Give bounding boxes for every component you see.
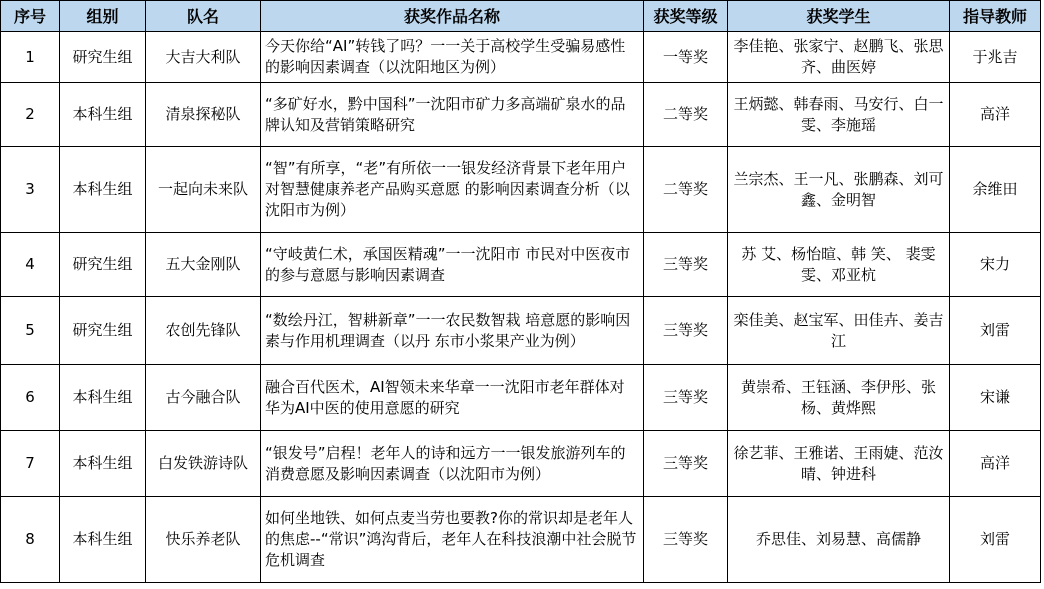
cell-no: 7 [1, 431, 60, 497]
cell-no: 8 [1, 497, 60, 583]
header-group: 组别 [60, 1, 146, 32]
table-row [1, 365, 1041, 431]
cell-team: 清泉探秘队 [146, 83, 261, 147]
cell-group: 本科生组 [60, 431, 146, 497]
cell-group: 本科生组 [60, 365, 146, 431]
cell-title: “数绘丹江，智耕新章”一一农民数智栽 培意愿的影响因素与作用机理调查（以丹 东市小浆果产业为例） [261, 297, 644, 365]
cell-level: 三等奖 [644, 233, 728, 297]
cell-team: 白发铁游诗队 [146, 431, 261, 497]
cell-group: 研究生组 [60, 32, 146, 83]
cell-advisor: 刘雷 [950, 497, 1041, 583]
cell-advisor: 宋力 [950, 233, 1041, 297]
cell-advisor: 余维田 [950, 147, 1041, 233]
cell-team: 农创先锋队 [146, 297, 261, 365]
cell-level: 三等奖 [644, 297, 728, 365]
table-row [1, 497, 1041, 583]
cell-group: 研究生组 [60, 233, 146, 297]
cell-level: 三等奖 [644, 431, 728, 497]
cell-students: 徐艺菲、王雅诺、王雨婕、范汝晴、钟进科 [728, 431, 950, 497]
header-advisor: 指导教师 [950, 1, 1041, 32]
cell-advisor: 刘雷 [950, 297, 1041, 365]
header-title: 获奖作品名称 [261, 1, 644, 32]
cell-advisor: 高洋 [950, 431, 1041, 497]
cell-team: 快乐养老队 [146, 497, 261, 583]
cell-level: 一等奖 [644, 32, 728, 83]
header-level: 获奖等级 [644, 1, 728, 32]
cell-students: 兰宗杰、王一凡、张鹏森、刘可鑫、金明智 [728, 147, 950, 233]
cell-team: 一起向未来队 [146, 147, 261, 233]
cell-students: 栾佳美、赵宝军、田佳卉、姜吉江 [728, 297, 950, 365]
cell-group: 本科生组 [60, 83, 146, 147]
header-team: 队名 [146, 1, 261, 32]
cell-level: 三等奖 [644, 365, 728, 431]
header-students: 获奖学生 [728, 1, 950, 32]
cell-level: 三等奖 [644, 497, 728, 583]
table-row [1, 83, 1041, 147]
cell-team: 大吉大利队 [146, 32, 261, 83]
cell-no: 1 [1, 32, 60, 83]
cell-title: 如何坐地铁、如何点麦当劳也要教?你的常识却是老年人的焦虑--“常识”鸿沟背后，老年人在科技浪潮中社会脱节危机调查 [261, 497, 644, 583]
cell-advisor: 于兆吉 [950, 32, 1041, 83]
cell-level: 二等奖 [644, 147, 728, 233]
cell-group: 本科生组 [60, 147, 146, 233]
table-row [1, 431, 1041, 497]
header-no: 序号 [1, 1, 60, 32]
cell-students: 乔思佳、刘易慧、高儒静 [728, 497, 950, 583]
cell-no: 6 [1, 365, 60, 431]
cell-no: 2 [1, 83, 60, 147]
cell-title: 融合百代医术，AI智领未来华章一一沈阳市老年群体对华为AI中医的使用意愿的研究 [261, 365, 644, 431]
cell-no: 4 [1, 233, 60, 297]
cell-team: 五大金刚队 [146, 233, 261, 297]
table-row [1, 297, 1041, 365]
cell-level: 二等奖 [644, 83, 728, 147]
cell-title: “智”有所享，“老”有所依一一银发经济背景下老年用户对智慧健康养老产品购买意愿 的影响因素调查分析（以沈阳市为例） [261, 147, 644, 233]
cell-title: “多矿好水，黔中国科”一沈阳市矿力多高端矿泉水的品牌认知及营销策略研究 [261, 83, 644, 147]
table-row [1, 147, 1041, 233]
cell-students: 苏 艾、杨怡暄、韩 笑、 裴雯雯、邓亚杭 [728, 233, 950, 297]
header-row [1, 1, 1041, 32]
cell-students: 王炳懿、韩春雨、马安行、白一雯、李施瑶 [728, 83, 950, 147]
cell-no: 5 [1, 297, 60, 365]
cell-team: 古今融合队 [146, 365, 261, 431]
cell-group: 本科生组 [60, 497, 146, 583]
cell-students: 李佳艳、张家宁、赵鹏飞、张思齐、曲医婷 [728, 32, 950, 83]
cell-students: 黄崇希、王钰涵、李伊彤、张杨、黄烨熙 [728, 365, 950, 431]
cell-title: 今天你给“AI”转钱了吗？一一关于高校学生受骗易感性的影响因素调查（以沈阳地区为例） [261, 32, 644, 83]
cell-group: 研究生组 [60, 297, 146, 365]
cell-title: “守岐黄仁术，承国医精魂”一一沈阳市 市民对中医夜市的参与意愿与影响因素调查 [261, 233, 644, 297]
cell-advisor: 宋谦 [950, 365, 1041, 431]
cell-no: 3 [1, 147, 60, 233]
cell-title: “银发号”启程！老年人的诗和远方一一银发旅游列车的消费意愿及影响因素调查（以沈阳市为例） [261, 431, 644, 497]
table-row [1, 32, 1041, 83]
table-row [1, 233, 1041, 297]
cell-advisor: 高洋 [950, 83, 1041, 147]
